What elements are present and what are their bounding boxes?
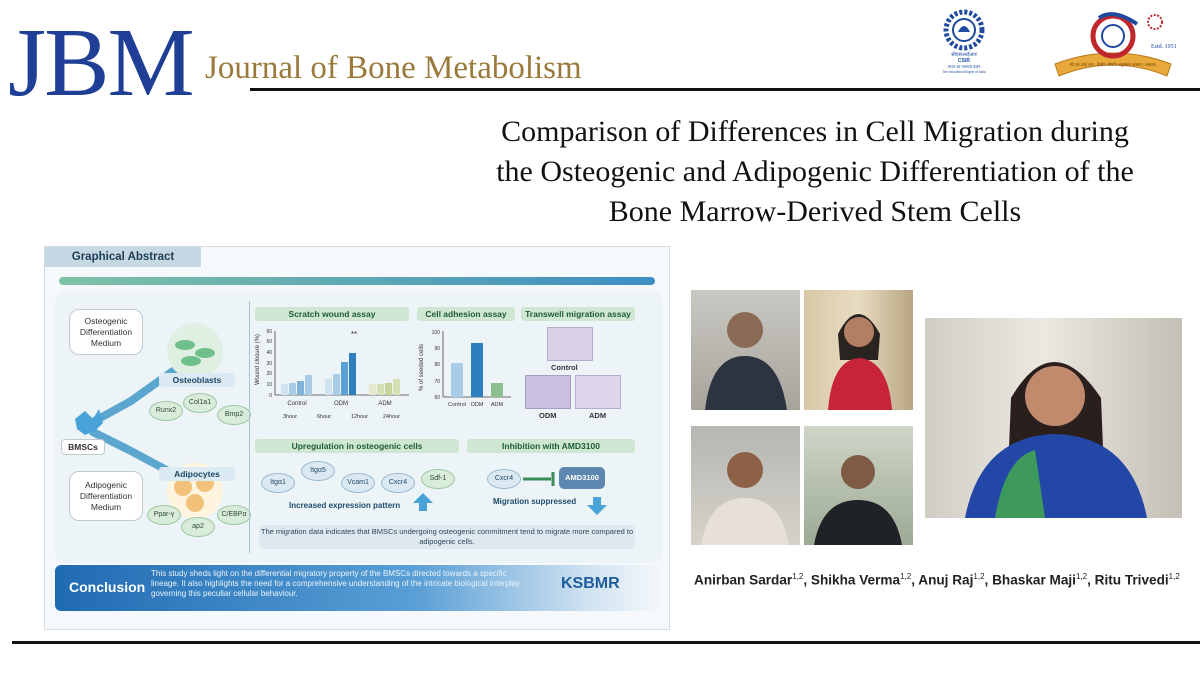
csir-caption-4: The Innovation Engine of India <box>942 70 986 74</box>
scratch-ytick: 40 <box>266 350 272 356</box>
title-line-2: the Osteogenic and Adipogenic Differentiation of the <box>496 155 1134 188</box>
scratch-ytick: 20 <box>266 371 272 377</box>
csir-caption-1: सीएसआईआर <box>951 52 977 58</box>
author-affiliation: 1,2 <box>900 572 912 581</box>
gene-cxcr4: Cxcr4 <box>381 473 415 493</box>
amd3100-drug: AMD3100 <box>559 467 605 489</box>
adhesion-bar-control <box>451 363 463 397</box>
transwell-assay-title: Transwell migration assay <box>521 307 635 321</box>
gene-itga5: Itgα5 <box>301 461 335 481</box>
cdri-estd: Estd. 1951 <box>1151 44 1177 50</box>
scratch-legend-item: 3hour <box>283 414 298 420</box>
scratch-ytick: 60 <box>266 329 272 335</box>
gene-bmp2: Bmp2 <box>217 405 251 425</box>
scratch-ytick: 30 <box>266 361 272 367</box>
graphical-abstract-tab: Graphical Abstract <box>45 247 201 267</box>
adhesion-ylabel: % of seeded cells <box>419 343 425 391</box>
graphical-abstract <box>44 246 670 630</box>
scratch-significance: ** <box>351 330 358 339</box>
conclusion-banner <box>55 565 659 611</box>
column-divider <box>249 301 250 553</box>
scratch-bars <box>281 353 400 395</box>
footer-rule <box>12 641 1200 644</box>
osteo-medium-bubble: Osteogenic Differentiation Medium <box>69 309 143 355</box>
adhesion-ytick: 100 <box>431 330 440 336</box>
header-band <box>59 277 655 285</box>
author-name: Bhaskar Maji <box>992 572 1076 588</box>
csir-caption-3: भारत का नवाचार इंजन <box>947 64 981 69</box>
scratch-group-label: ADM <box>378 401 392 407</box>
transwell-odm-label: ODM <box>539 411 557 420</box>
transwell-odm-image <box>525 375 571 409</box>
inhibition-caption: Migration suppressed <box>493 497 577 506</box>
author-photo-bhaskar <box>804 426 913 545</box>
article-title <box>400 112 1200 232</box>
upregulation-caption: Increased expression pattern <box>289 501 401 510</box>
scratch-chart <box>253 325 413 423</box>
adhesion-chart <box>415 325 517 411</box>
scratch-legend-item: 12hour <box>351 414 369 420</box>
adhesion-group-label: ODM <box>470 402 484 408</box>
journal-name: Journal of Bone Metabolism <box>205 50 582 86</box>
bmscs-label: BMSCs <box>61 439 105 455</box>
author-list: Anirban Sardar$^{1,2}$, Shikha Verma$^{1,2}$, Anuj Raj$^{1,2}$, Bhaskar Maji$^{1,2}$, Ritu Trivedi$^{1,2}$ <box>694 572 1180 588</box>
gene-itga1: Itgα1 <box>261 473 295 493</box>
adhesion-group-label: ADM <box>490 402 504 408</box>
author-name: Anuj Raj <box>918 572 974 588</box>
adhesion-bar-adm <box>491 383 503 397</box>
author-photo-anuj <box>691 426 800 545</box>
author-photo-ritu <box>925 318 1182 518</box>
arrow-down-icon <box>587 497 607 515</box>
csir-emblem <box>938 6 990 78</box>
adipocytes-label: Adipocytes <box>159 467 235 481</box>
transwell-adm-label: ADM <box>589 411 607 420</box>
title-line-1: Comparison of Differences in Cell Migration during <box>501 115 1129 148</box>
upregulation-title: Upregulation in osteogenic cells <box>255 439 459 453</box>
gene-ap2: ap2 <box>181 517 215 537</box>
adipo-medium-bubble: Adipogenic Differentiation Medium <box>69 471 143 521</box>
transwell-control-label: Control <box>551 363 578 372</box>
scratch-assay-title: Scratch wound assay <box>255 307 409 321</box>
author-affiliation: 1,2 <box>973 572 985 581</box>
ksbmr-logo: KSBMR <box>561 575 620 592</box>
scratch-legend-item: 24hour <box>383 414 401 420</box>
scratch-ytick: 0 <box>269 393 272 399</box>
author-affiliation: 1,2 <box>1168 572 1180 581</box>
adhesion-assay-title: Cell adhesion assay <box>417 307 515 321</box>
adhesion-bar-odm <box>471 343 483 397</box>
scratch-group-label: Control <box>287 401 307 407</box>
cdri-emblem <box>1047 8 1179 82</box>
author-name: Anirban Sardar <box>694 572 793 588</box>
conclusion-label: Conclusion <box>69 579 146 595</box>
author-affiliation: 1,2 <box>792 572 804 581</box>
author-affiliation: 1,2 <box>1075 572 1088 581</box>
adhesion-ytick: 80 <box>434 362 440 368</box>
osteoblast-dish <box>167 323 223 379</box>
inhibition-title: Inhibition with AMD3100 <box>467 439 635 453</box>
transwell-control-image <box>547 327 593 361</box>
title-line-3: Bone Marrow-Derived Stem Cells <box>608 195 1022 228</box>
gene-runx2: Runx2 <box>149 401 183 421</box>
gene-cxcr4-target: Cxcr4 <box>487 469 521 489</box>
adhesion-ytick: 90 <box>434 346 440 352</box>
adhesion-ytick: 60 <box>434 395 440 401</box>
gene-ppar: Ppar-γ <box>147 505 181 525</box>
scratch-ylabel: Wound closure (%) <box>255 334 261 385</box>
scratch-ytick: 50 <box>266 339 272 345</box>
adhesion-ytick: 70 <box>434 379 440 385</box>
gene-vcam1: Vcam1 <box>341 473 375 493</box>
inhibition-icon <box>523 471 557 487</box>
abstract-panel <box>55 291 663 563</box>
author-name: Shikha Verma <box>810 572 901 588</box>
osteoblasts-label: Osteoblasts <box>159 373 235 387</box>
migration-note: The migration data indicates that BMSCs undergoing osteogenic commitment tend to migrate more compared to adipogenic cells. <box>259 525 635 549</box>
scratch-legend-item: 6hour <box>317 414 332 420</box>
scratch-ytick: 10 <box>266 382 272 388</box>
gene-col1a1: Col1a1 <box>183 393 217 413</box>
author-photo-anirban <box>691 290 800 410</box>
arrow-up-icon <box>413 493 433 511</box>
author-photo-shikha <box>804 290 913 410</box>
gene-sdf1: Sdf-1 <box>421 469 455 489</box>
gene-cebpa: C/EBPα <box>217 505 251 525</box>
cdri-ribbon: सी.एस.आई.आर - केंद्रीय औषधि अनुसंधान संस्थान, लखनऊ <box>1069 62 1157 67</box>
scratch-group-label: ODM <box>334 401 348 407</box>
csir-caption-2: CSIR <box>958 58 970 64</box>
journal-logo: JBM <box>8 9 193 117</box>
transwell-adm-image <box>575 375 621 409</box>
author-name: Ritu Trivedi <box>1094 572 1169 588</box>
conclusion-text: This study sheds light on the differential migratory property of the BMSCs directed towards a specific lineage. It also highlights the need for a comprehensive understanding of the intricate biological interplay governing this peculiar cellular behaviour. <box>151 569 521 598</box>
header-rule <box>250 88 1200 91</box>
adhesion-group-label: Control <box>448 402 466 408</box>
